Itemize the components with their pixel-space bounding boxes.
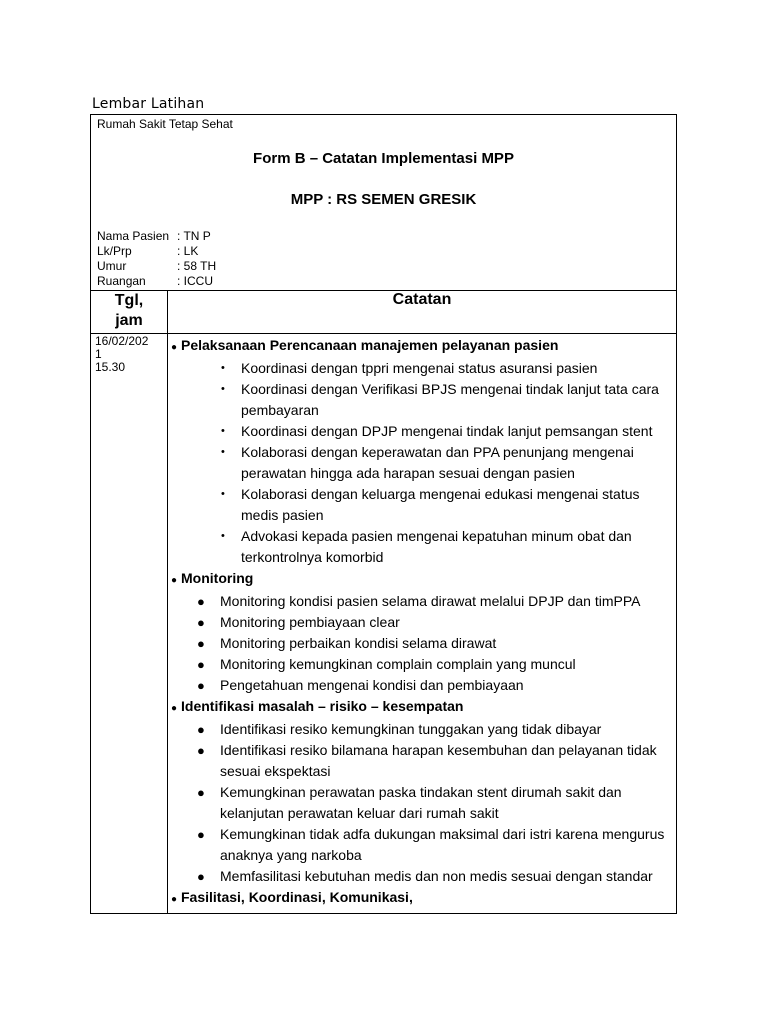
section-items	[171, 719, 673, 887]
bullet-icon: ●	[197, 615, 205, 630]
bullet-icon: ●	[197, 785, 205, 800]
patient-age-row	[97, 259, 216, 274]
jam-label: jam	[115, 312, 143, 329]
list-item-text: Kolaborasi dengan keluarga mengenai edukasi mengenai status medis pasien	[241, 486, 640, 523]
notes-cell	[171, 335, 673, 910]
list-item-text: Kolaborasi dengan keperawatan dan PPA penunjang mengenai perawatan hingga ada harapan sesuai dengan pasien	[241, 444, 634, 481]
patient-sex-row	[97, 244, 216, 259]
bullet-icon: ●	[197, 743, 205, 758]
patient-name-row	[97, 229, 216, 244]
patient-room-row	[97, 274, 216, 289]
bullet-icon: ●	[197, 722, 205, 737]
form-title: Form B – Catatan Implementasi MPP	[253, 150, 514, 167]
bullet-icon: ●	[197, 869, 205, 884]
list-item-text: Kemungkinan perawatan paska tindakan stent dirumah sakit dan kelanjutan perawatan keluar dari rumah sakit	[220, 784, 622, 821]
entry-date-part1: 16/02/202	[95, 334, 149, 348]
list-item	[171, 484, 673, 526]
section-bullet-icon: ●	[171, 342, 178, 353]
list-item	[171, 782, 673, 824]
section-bullet-icon: ●	[171, 894, 178, 905]
notes-section	[171, 696, 673, 887]
list-item	[171, 719, 673, 740]
patient-field-value: : ICCU	[177, 274, 213, 288]
patient-field-value: : TN P	[177, 229, 211, 243]
list-item-text: Monitoring kemungkinan complain complain yang muncul	[220, 656, 576, 672]
bullet-icon: ●	[197, 657, 205, 672]
mpp-line: MPP : RS SEMEN GRESIK	[290, 191, 477, 208]
list-item	[171, 612, 673, 633]
list-item-text: Kemungkinan tidak adfa dukungan maksimal dari istri karena mengurus anaknya yang narkoba	[220, 826, 665, 863]
notes-section	[171, 887, 673, 910]
section-title	[171, 568, 673, 591]
patient-field-value: : 58 TH	[177, 259, 217, 273]
hospital-name: Rumah Sakit Tetap Sehat	[97, 117, 233, 131]
list-item	[171, 740, 673, 782]
bullet-icon: •	[221, 362, 225, 374]
list-item-text: Memfasilitasi kebutuhan medis dan non medis sesuai dengan standar	[220, 868, 653, 884]
list-item	[171, 591, 673, 612]
form-b-table	[90, 114, 677, 914]
section-title-text: Fasilitasi, Koordinasi, Komunikasi,	[181, 889, 413, 905]
list-item-text: Monitoring perbaikan kondisi selama dirawat	[220, 635, 497, 651]
list-item	[171, 866, 673, 887]
section-items	[171, 358, 673, 568]
section-bullet-icon: ●	[171, 575, 178, 586]
list-item	[171, 675, 673, 696]
section-title-text: Pelaksanaan Perencanaan manajemen pelayanan pasien	[181, 337, 559, 353]
bullet-icon: ●	[197, 636, 205, 651]
bullet-icon: •	[221, 425, 225, 437]
list-item	[171, 379, 673, 421]
section-title	[171, 335, 673, 358]
list-item-text: Identifikasi resiko kemungkinan tunggakan yang tidak dibayar	[220, 721, 602, 737]
list-item-text: Monitoring pembiayaan clear	[220, 614, 400, 630]
patient-field-label: Ruangan	[97, 274, 146, 288]
bullet-icon: ●	[197, 678, 205, 693]
bullet-icon: •	[221, 446, 225, 458]
section-items	[171, 591, 673, 696]
list-item-text: Koordinasi dengan Verifikasi BPJS mengenai tindak lanjut tata cara pembayaran	[241, 381, 659, 418]
list-item	[171, 421, 673, 442]
section-title	[171, 887, 673, 910]
column-header-catatan: Catatan	[392, 291, 452, 308]
column-divider	[167, 290, 168, 913]
entry-date-cell	[95, 335, 165, 374]
tgl-label: Tgl,	[114, 292, 144, 309]
list-item-text: Advokasi kepada pasien mengenai kepatuhan minum obat dan terkontrolnya komorbid	[241, 528, 632, 565]
list-item	[171, 526, 673, 568]
patient-field-value: : LK	[177, 244, 199, 258]
notes-section	[171, 568, 673, 696]
section-title-text: Monitoring	[181, 570, 254, 586]
form-header-cell	[91, 115, 676, 291]
patient-field-label: Umur	[97, 259, 127, 273]
bullet-icon: ●	[197, 594, 205, 609]
patient-info	[97, 229, 216, 289]
column-header-divider	[91, 333, 676, 334]
list-item-text: Identifikasi resiko bilamana harapan kesembuhan dan pelayanan tidak sesuai ekspektasi	[220, 742, 657, 779]
column-header-tgl	[91, 291, 167, 331]
section-title-text: Identifikasi masalah – risiko – kesempatan	[181, 698, 464, 714]
bullet-icon: ●	[197, 827, 205, 842]
list-item-text: Monitoring kondisi pasien selama dirawat melalui DPJP dan timPPA	[220, 593, 641, 609]
bullet-icon: •	[221, 530, 225, 542]
list-item	[171, 654, 673, 675]
page-heading: Lembar Latihan	[92, 96, 205, 112]
entry-date-part2: 1	[95, 347, 102, 361]
list-item-text: Pengetahuan mengenai kondisi dan pembiayaan	[220, 677, 524, 693]
bullet-icon: •	[221, 383, 225, 395]
list-item	[171, 442, 673, 484]
section-bullet-icon: ●	[171, 703, 178, 714]
list-item	[171, 824, 673, 866]
list-item	[171, 633, 673, 654]
patient-field-label: Lk/Prp	[97, 244, 132, 258]
list-item-text: Koordinasi dengan tppri mengenai status asuransi pasien	[241, 360, 598, 376]
list-item-text: Koordinasi dengan DPJP mengenai tindak lanjut pemsangan stent	[241, 423, 653, 439]
entry-time: 15.30	[95, 360, 126, 374]
patient-field-label: Nama Pasien	[97, 229, 170, 243]
bullet-icon: •	[221, 488, 225, 500]
section-title	[171, 696, 673, 719]
notes-section	[171, 335, 673, 568]
list-item	[171, 358, 673, 379]
